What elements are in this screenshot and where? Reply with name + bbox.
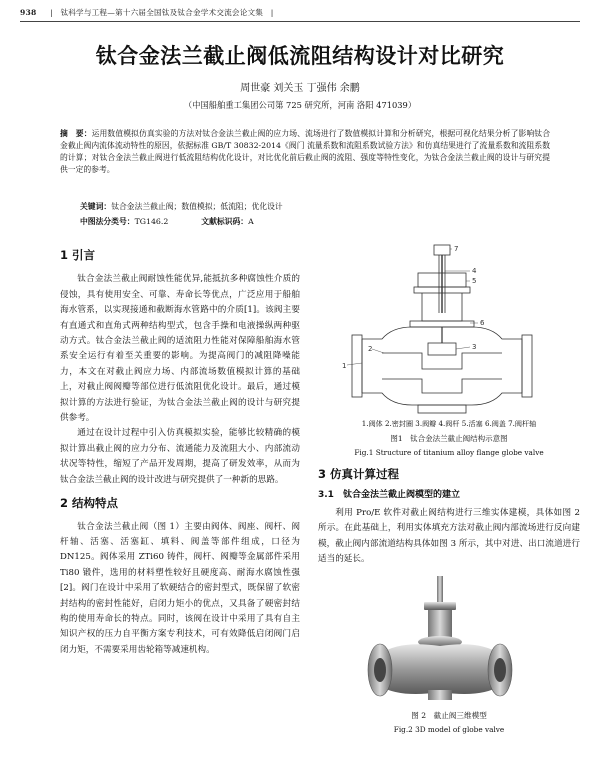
doc-code-label: 文献标识码： [201,217,249,226]
outlet-bore [494,658,506,682]
figure1-caption-cn: 图1 钛合金法兰截止阀结构示意图 [390,434,508,443]
page-number: 938 [20,8,37,17]
left-column [60,248,300,658]
valve-structure-drawing [322,243,562,418]
callout-1: 1 [342,362,347,370]
right-column [318,467,580,567]
stem-3d [437,576,443,606]
outlet-flange [522,335,532,397]
section3-paragraph: 利用 Pro/E 软件对截止阀结构进行三维实体建模，具体如图 2 所示。在此基础上，利用实体填充方法对截止阀内部流场进行反向建模，截止阀内部流道结构具体如图 3 所示，其中对进、出口流道进行适当的延长。 [318,507,580,565]
bottom-plate [418,405,466,413]
paper-title: 钛合金法兰截止阀低流阻结构设计对比研究 [95,44,505,68]
affiliation: （中国船舶重工集团公司第 725 研究所，河南 洛阳 471039） [183,100,417,110]
clc-label: 中图法分类号： [80,217,135,226]
subsection-3-1-heading: 3.1 钛合金法兰截止阀模型的建立 [318,490,460,501]
callout-3: 3 [472,343,477,351]
authors: 周世豪 刘关玉 丁强伟 余鹏 [240,83,360,94]
callout-4: 4 [472,267,477,275]
section1-heading: 1 引言 [60,248,96,262]
keywords-label: 关键词： [80,202,112,211]
figure2-caption-en: Fig.2 3D model of globe valve [393,725,505,734]
clc-value: TG146.2 [134,217,169,226]
journal-name: 钛科学与工程—第十六届全国钛及钛合金学术交流会论文集 [60,8,264,17]
running-header: 938 | 钛科学与工程—第十六届全国钛及钛合金学术交流会论文集 | [20,8,274,17]
figure1-legend: 1.阀体 2.密封圈 3.阀瓣 4.阀杆 5.活塞 6.阀盖 7.阀杆轴 [361,419,537,428]
callout-7: 7 [454,245,459,253]
header-rule [20,21,580,22]
section3-heading: 3 仿真计算过程 [318,467,400,481]
abstract-label: 摘 要： [60,129,92,138]
actuator-top [424,602,456,610]
body-3d [380,644,500,694]
abstract-text: 运用数值模拟仿真实验的方法对钛合金法兰截止阀的应力场、流场进行了数值模拟计算和分析研究，根据可视化结果分析了影响钛合金截止阀内流体流动特性的原因，依据标准 GB/T 30832-2014《阀门 流量系数和流阻系数试验方法》和仿真结果进行了流量系数和流阻系数的计算；对钛合金法兰截止阀进行低流阻结构优化设计，对比优化前后截止阀的流阻、强度等特性变化，为钛合金法兰截止阀的设计与研究提供一定的参考。 [60,129,550,174]
section1-paragraph: 钛合金法兰截止阀耐蚀性能优异,能抵抗多种腐蚀性介质的侵蚀，具有使用安全、可靠、寿命长等优点，广泛应用于船舶海水管系，以实现接通和截断海水管路中的介质[1]。该阀主要有直通式和直角式两种结构型式，包含手操和电液操纵两种驱动方式。钛合金法兰截止阀的适流阻力性能对保障船舶海水管系安全运行有着至关重要的影响。为提高阀门的减阻降噪能力，本文在对截止阀应力场、内部流场数值模拟计算的基础上，对截止阀阀瓣等部位进行低流阻优化设计。最后，通过模拟计算的方法进行验证，为钛合金法兰截止阀的设计与研究提供参考。 [60,274,300,424]
section2-heading: 2 结构特点 [60,496,119,511]
bonnet-3d [428,610,452,640]
keywords-text: 钛合金法兰截止阀；数值模拟；低流阻；优化设计 [111,202,283,211]
classification [80,216,254,227]
valve-3d-model [340,576,540,708]
callout-6: 6 [480,319,485,327]
callout-2: 2 [368,345,373,353]
abstract [60,128,550,176]
section1-paragraph: 通过在设计过程中引入仿真模拟实验，能够比较精确的模拟计算出截止阀的应力分布、流通能力及流阻大小、内部流动状况等特性，缩短了产品开发周期，提高了研发效率，从而为钛合金法兰截止阀的设计改进与研究提供了一种新的思路。 [60,428,300,485]
callout-5: 5 [472,277,477,285]
doc-code-value: A [248,217,254,226]
inlet-flange [352,335,362,397]
base-3d [428,690,452,700]
keywords [80,201,283,212]
section2-paragraph: 钛合金法兰截止阀（图 1）主要由阀体、阀座、阀杆、阀杆轴、活塞、活塞缸、填料、阀盖等部件组成，口径为 DN125。阀体采用 ZTi60 铸件，阀杆、阀瓣等金属部件采用 Ti80 锻件，选用的材料塑性较好且硬度高、耐海水腐蚀性强[2]。阀门在设计中采用了软硬结合的密封型式，既保留了软密封结构的密封性能好，启闭力矩小的优点，又具备了硬密封结构的使用寿命长的特点。同时，该阀在设计中采用了具有自主知识产权的压力自平衡方案专利技术，可有效降低启闭阀门启闭力矩，不需要采用齿轮箱等减速机构。 [60,521,300,655]
figure1-caption-en: Fig.1 Structure of titanium alloy flange globe valve [354,448,544,457]
inlet-bore [374,658,386,682]
disc [428,343,456,355]
bonnet-flange [410,321,474,327]
figure2-caption-cn: 图 2 截止阀三维模型 [411,711,487,720]
stem-top [434,245,450,255]
